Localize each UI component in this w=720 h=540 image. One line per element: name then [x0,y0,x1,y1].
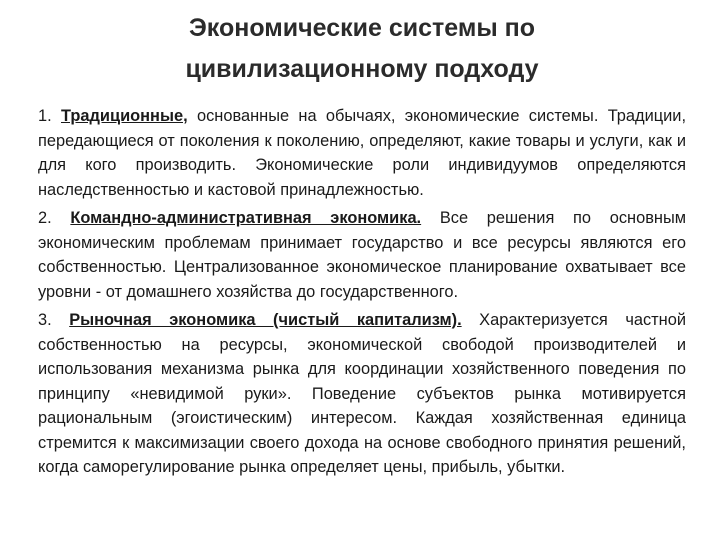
paragraph-text: основанные на обычаях, экономические системы. Традиции, передающиеся от поколения к поколению, определяют, какие товары и услуги, как и для кого производить. Экономические роли индивидуумов определяются наследственностью и кастовой принадлежностью. [38,107,686,199]
term-traditional: Традиционные, [61,107,188,125]
slide-title [38,8,686,90]
item-number: 3. [38,311,52,329]
title-line-2: цивилизационному подходу [185,55,539,83]
term-command-economy: Командно-административная экономика. [70,209,422,227]
paragraph-command-economy [38,206,686,304]
item-number: 2. [38,209,52,227]
title-line-1: Экономические системы по [188,14,536,42]
paragraph-market-economy [38,308,686,480]
term-market-economy: Рыночная экономика (чистый капитализм). [69,311,462,329]
paragraph-text: Все решения по основным экономическим проблемам принимает государство и все ресурсы являются его собственностью. Централизованное экономическое планирование охватывает все уровни - от домашнего хозяйства до государственного. [38,209,687,301]
paragraph-traditional [38,104,686,202]
item-number: 1. [38,107,52,125]
paragraph-text: Характеризуется частной собственностью на ресурсы, экономической свободой производителей и использования механизма рынка для координации хозяйственного поведения по принципу «невидимой руки». Поведение субъектов рынка мотивируется рациональным (эгоистическим) интересом. Каждая хозяйственная единица стремится к максимизации своего дохода на основе свободного принятия решений, когда саморегулирование рынка определяет цены, прибыль, убытки. [38,311,687,476]
